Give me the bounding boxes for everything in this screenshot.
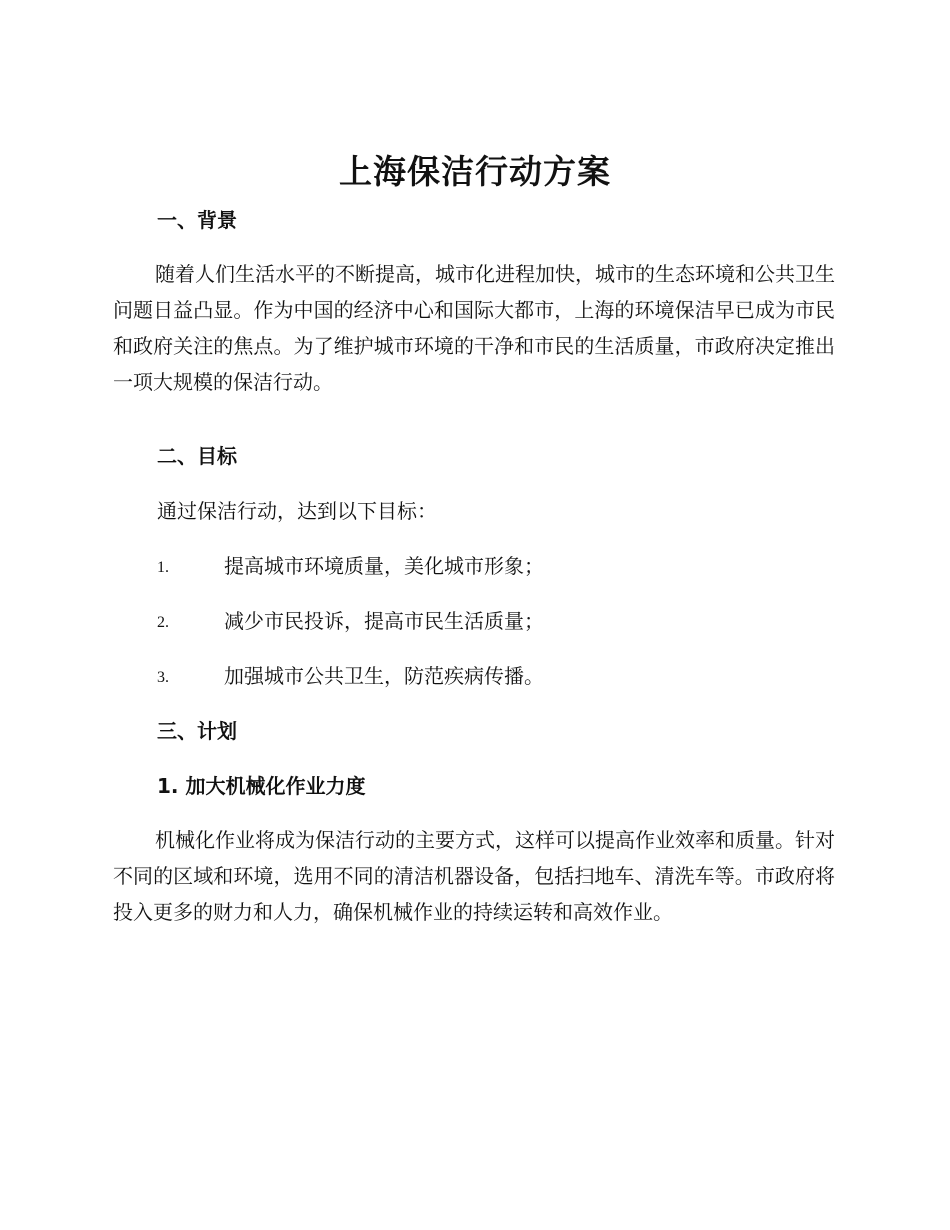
plan-subheading: 1. 加大机械化作业力度 xyxy=(157,774,366,798)
list-number: 2. xyxy=(157,614,169,631)
section-heading-goals: 二、目标 xyxy=(157,444,237,468)
list-text: 加强城市公共卫生，防范疾病传播。 xyxy=(224,664,544,688)
document-title: 上海保洁行动方案 xyxy=(339,152,611,191)
plan-paragraph: 机械化作业将成为保洁行动的主要方式，这样可以提高作业效率和质量。针对不同的区域和环境，选用不同的清洁机器设备，包括扫地车、清洗车等。市政府将投入更多的财力和人力，确保机械作业的持续运转和高效作业。 xyxy=(113,828,835,924)
goal-list-item xyxy=(157,661,837,691)
list-number: 1. xyxy=(157,559,169,576)
section-heading-plan: 三、计划 xyxy=(157,719,237,743)
list-text: 减少市民投诉，提高市民生活质量； xyxy=(224,609,544,633)
list-text: 提高城市环境质量，美化城市形象； xyxy=(224,554,544,578)
list-number: 3. xyxy=(157,669,169,686)
goal-list-item xyxy=(157,606,837,636)
section-heading-background: 一、背景 xyxy=(157,208,237,232)
goals-intro: 通过保洁行动，达到以下目标： xyxy=(157,499,437,523)
background-paragraph: 随着人们生活水平的不断提高，城市化进程加快，城市的生态环境和公共卫生问题日益凸显。作为中国的经济中心和国际大都市，上海的环境保洁早已成为市民和政府关注的焦点。为了维护城市环境的干净和市民的生活质量，市政府决定推出一项大规模的保洁行动。 xyxy=(113,262,835,394)
goal-list-item xyxy=(157,551,837,581)
